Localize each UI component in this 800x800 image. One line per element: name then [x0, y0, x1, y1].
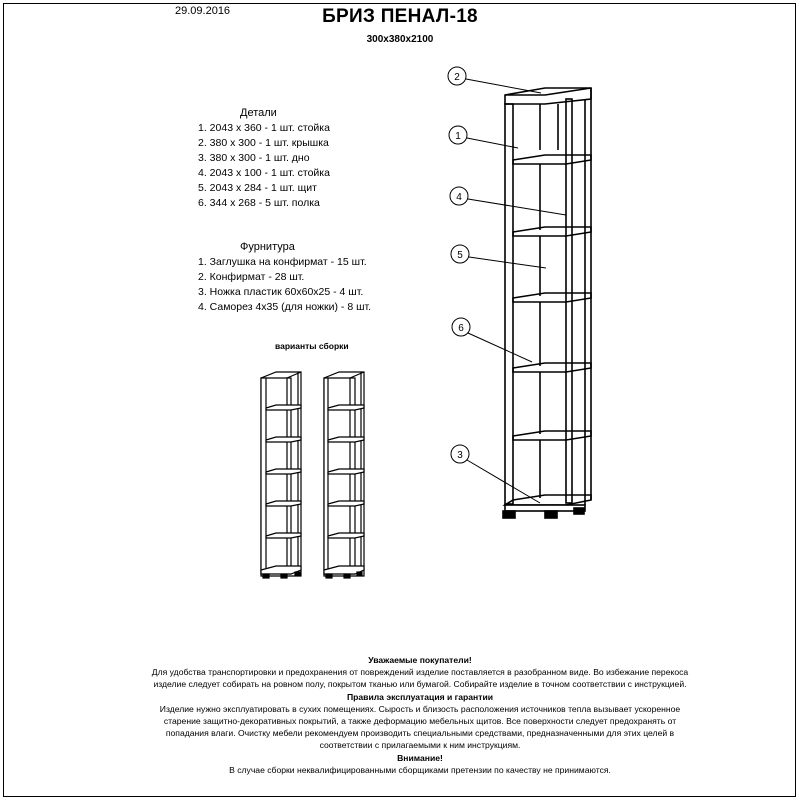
callout-label: 6	[458, 323, 464, 334]
document-date: 29.09.2016	[175, 5, 231, 17]
callout-label: 3	[457, 450, 463, 461]
shelf	[513, 227, 591, 236]
notice-paragraph: В случае сборки неквалифицированными сборщиками претензии по качеству не принимаются.	[229, 764, 611, 775]
list-item: 1. 2043 х 360 - 1 шт. стойка	[198, 122, 330, 134]
callout-label: 1	[455, 131, 461, 142]
foot	[503, 511, 515, 518]
callouts	[448, 67, 566, 503]
foot	[545, 511, 557, 518]
list-item: 2. Конфирмат - 28 шт.	[198, 271, 305, 283]
shelf	[513, 363, 591, 372]
hardware-title: Фурнитура	[240, 241, 295, 253]
shelf	[513, 431, 591, 440]
assembly-variants-label: варианты сборки	[275, 341, 349, 351]
assembly-variant-left	[261, 372, 301, 578]
callout-label: 2	[454, 72, 460, 83]
callout-label: 4	[456, 192, 462, 203]
page-title: БРИЗ ПЕНАЛ-18	[322, 6, 478, 27]
notice-paragraph: Изделие нужно эксплуатировать в сухих помещениях. Сырость и близость расположения источников тепла вызывает ускоренное старение защитно-декоративных покрытий, а также деформацию мебельных щитов. Все поверхности следует предохранять от попадания влаги. Очистку мебели рекомендуем производить специальными средствами, предназначенными для этих целей в соответствии с прилагаемыми к ним инструкциям.	[159, 703, 681, 751]
list-item: 5. 2043 х 284 - 1 шт. щит	[198, 182, 317, 194]
list-item: 3. 380 х 300 - 1 шт. дно	[198, 152, 310, 164]
bottom-panel	[505, 495, 591, 505]
shelf	[513, 155, 591, 164]
list-item: 3. Ножка пластик 60х60х25 - 4 шт.	[198, 286, 364, 298]
parts-title: Детали	[240, 107, 277, 119]
list-item: 4. 2043 х 100 - 1 шт. стойка	[198, 167, 330, 179]
list-item: 2. 380 х 300 - 1 шт. крышка	[198, 137, 329, 149]
callout-label: 5	[457, 250, 463, 261]
product-dimensions: 300х380х2100	[366, 34, 434, 45]
shelf	[513, 293, 591, 302]
assembly-variant-right	[324, 372, 364, 578]
customer-notice	[150, 654, 690, 776]
notice-heading: Внимание!	[397, 752, 443, 763]
foot	[574, 508, 584, 514]
side-panel-front	[505, 104, 513, 504]
notice-heading: Уважаемые покупатели!	[368, 655, 472, 665]
list-item: 6. 344 х 268 - 5 шт. полка	[198, 197, 320, 209]
notice-paragraph: Для удобства транспортировки и предохранения от повреждений изделие поставляется в разобранном виде. Во избежание перекоса изделие следует собирать на ровном полу, покрытом тканью или бумагой. Собирайте изделие в точном соответствии с инструкцией.	[151, 667, 689, 690]
list-item: 4. Саморез 4х35 (для ножки) - 8 шт.	[198, 301, 372, 313]
list-item: 1. Заглушка на конфирмат - 15 шт.	[198, 256, 367, 268]
cabinet-main	[503, 88, 591, 518]
notice-heading: Правила эксплуатация и гарантии	[346, 691, 494, 702]
